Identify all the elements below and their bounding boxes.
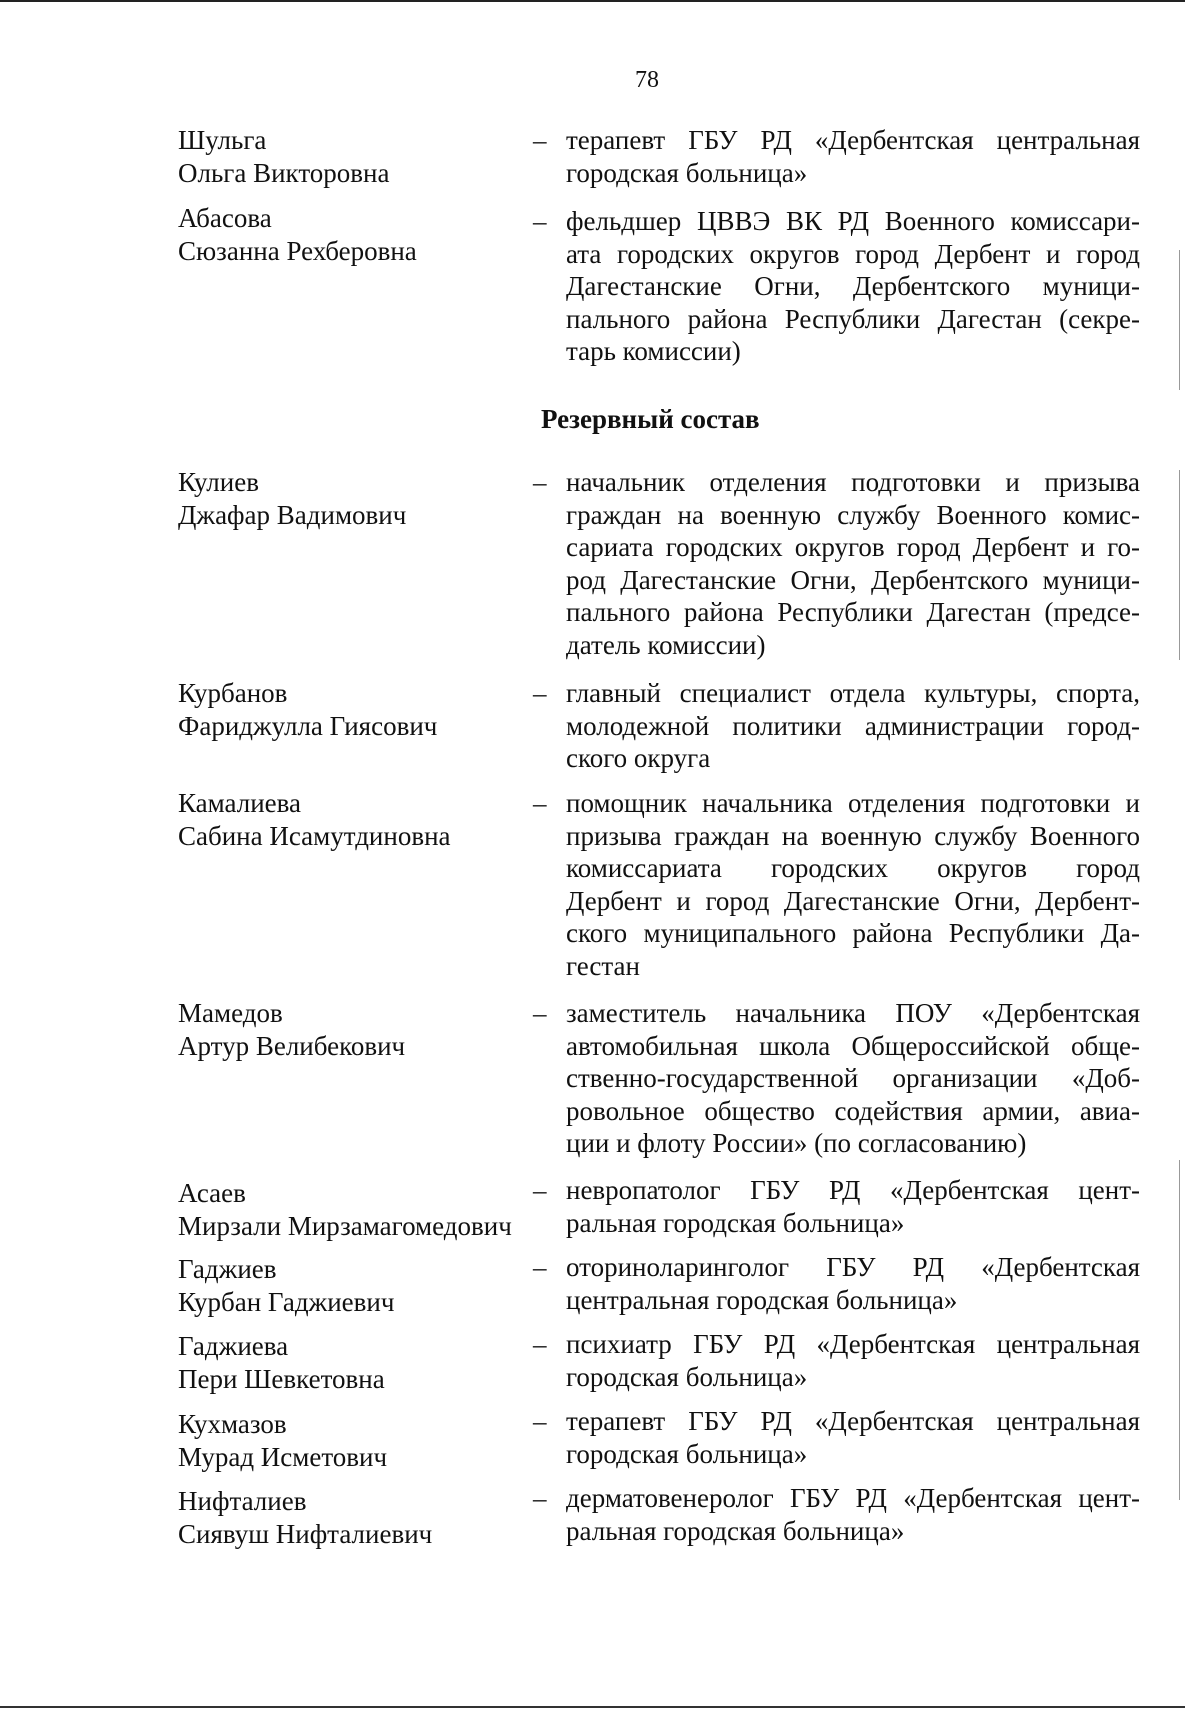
- position-line: дерматовенеролог ГБУ РД «Дербентская цент-: [566, 1483, 1140, 1513]
- position-line: ского округа: [566, 743, 711, 774]
- member-position: [566, 677, 1140, 775]
- position-line: тарь комиссии): [566, 336, 741, 367]
- dash-separator: –: [533, 678, 547, 708]
- member-name: [178, 1253, 538, 1319]
- member-position: [566, 1328, 1140, 1393]
- position-line: ральная городская больница»: [566, 1207, 905, 1238]
- dash-separator: –: [533, 998, 547, 1028]
- member-name: [178, 1330, 538, 1396]
- member-name: [178, 1485, 538, 1551]
- dash-separator: –: [533, 206, 547, 236]
- member-surname: Кухмазов: [178, 1409, 287, 1439]
- dash-separator: –: [533, 788, 547, 818]
- member-given-names: Сюзанна Рехберовна: [178, 236, 417, 266]
- position-line: оториноларинголог ГБУ РД «Дербентская: [566, 1252, 1140, 1282]
- position-line: терапевт ГБУ РД «Дербентская центральная: [566, 125, 1140, 155]
- position-line: сариата городских округов город Дербент и го-: [566, 532, 1140, 563]
- position-line: помощник начальника отделения подготовки и: [566, 788, 1140, 818]
- position-line: призыва граждан на военную службу Военного: [566, 820, 1140, 851]
- member-name: [178, 1408, 538, 1474]
- member-given-names: Курбан Гаджиевич: [178, 1287, 395, 1317]
- member-surname: Курбанов: [178, 678, 288, 708]
- member-surname: Асаев: [178, 1178, 246, 1208]
- member-surname: Гаджиева: [178, 1331, 289, 1361]
- member-given-names: Мурад Исметович: [178, 1442, 388, 1472]
- member-given-names: Мирзали Мирзамагомедович: [178, 1211, 512, 1241]
- member-name: [178, 202, 538, 268]
- position-line: ции и флоту России» (по согласованию): [566, 1128, 1027, 1159]
- page-number: 78: [635, 67, 659, 93]
- position-line: заместитель начальника ПОУ «Дербентская: [566, 998, 1140, 1028]
- member-given-names: Сабина Исамутдиновна: [178, 821, 451, 851]
- position-line: начальник отделения подготовки и призыва: [566, 467, 1140, 497]
- member-surname: Камалиева: [178, 788, 302, 818]
- member-position: [566, 1405, 1140, 1470]
- member-position: [566, 997, 1140, 1160]
- member-name: [178, 677, 538, 743]
- member-given-names: Ольга Викторовна: [178, 158, 390, 188]
- position-line: датель комиссии): [566, 629, 766, 660]
- member-name: [178, 787, 538, 853]
- top-border-line: [0, 0, 1185, 2]
- position-line: фельдшер ЦВВЭ ВК РД Военного комиссари-: [566, 206, 1140, 236]
- position-line: ственно-государственной организации «Доб-: [566, 1063, 1140, 1094]
- member-position: [566, 205, 1140, 368]
- member-surname: Шульга: [178, 125, 267, 155]
- dash-separator: –: [533, 467, 547, 497]
- position-line: невропатолог ГБУ РД «Дербентская цент-: [566, 1175, 1140, 1205]
- dash-separator: –: [533, 1252, 547, 1282]
- position-line: Дагестанские Огни, Дербентского муници-: [566, 271, 1140, 302]
- scan-edge-mark: [1179, 470, 1180, 660]
- dash-separator: –: [533, 1329, 547, 1359]
- position-line: городская больница»: [566, 1438, 808, 1469]
- member-name: [178, 1177, 538, 1243]
- member-surname: Гаджиев: [178, 1254, 277, 1284]
- member-position: [566, 124, 1140, 189]
- section-heading-reserve: Резервный состав: [541, 404, 760, 434]
- position-line: ровольное общество содействия армии, авиа-: [566, 1095, 1140, 1126]
- position-line: ральная городская больница»: [566, 1515, 905, 1546]
- position-line: городская больница»: [566, 157, 808, 188]
- member-given-names: Сиявуш Нифталиевич: [178, 1519, 433, 1549]
- member-given-names: Артур Велибекович: [178, 1031, 406, 1061]
- member-name: [178, 466, 538, 532]
- position-line: комиссариата городских округов город: [566, 853, 1140, 884]
- position-line: пального района Республики Дагестан (предсе-: [566, 597, 1140, 628]
- position-line: автомобильная школа Общероссийской обще-: [566, 1030, 1140, 1061]
- position-line: граждан на военную службу Военного комис-: [566, 499, 1140, 530]
- member-surname: Мамедов: [178, 998, 283, 1028]
- member-position: [566, 1482, 1140, 1547]
- position-line: род Дагестанские Огни, Дербентского муници-: [566, 564, 1140, 595]
- position-line: ата городских округов город Дербент и город: [566, 238, 1140, 269]
- member-position: [566, 466, 1140, 662]
- dash-separator: –: [533, 1483, 547, 1513]
- member-given-names: Фариджулла Гиясович: [178, 711, 438, 741]
- position-line: центральная городская больница»: [566, 1284, 958, 1315]
- dash-separator: –: [533, 1406, 547, 1436]
- member-position: [566, 1251, 1140, 1316]
- bottom-border-line: [0, 1706, 1185, 1708]
- member-given-names: Пери Шевкетовна: [178, 1364, 385, 1394]
- position-line: психиатр ГБУ РД «Дербентская центральная: [566, 1329, 1140, 1359]
- position-line: молодежной политики администрации город-: [566, 710, 1140, 741]
- member-given-names: Джафар Вадимович: [178, 500, 407, 530]
- member-position: [566, 787, 1140, 983]
- position-line: пального района Республики Дагестан (секре-: [566, 303, 1140, 334]
- member-surname: Абасова: [178, 203, 272, 233]
- member-surname: Кулиев: [178, 467, 259, 497]
- position-line: городская больница»: [566, 1361, 808, 1392]
- scan-edge-mark: [1179, 250, 1180, 390]
- position-line: главный специалист отдела культуры, спорта,: [566, 678, 1140, 708]
- position-line: ского муниципального района Республики Да-: [566, 918, 1140, 949]
- dash-separator: –: [533, 125, 547, 155]
- scan-edge-mark: [1179, 1160, 1180, 1500]
- member-name: [178, 997, 538, 1063]
- dash-separator: –: [533, 1175, 547, 1205]
- position-line: терапевт ГБУ РД «Дербентская центральная: [566, 1406, 1140, 1436]
- position-line: Дербент и город Дагестанские Огни, Дербент-: [566, 885, 1140, 916]
- member-surname: Нифталиев: [178, 1486, 307, 1516]
- member-name: [178, 124, 538, 190]
- member-position: [566, 1174, 1140, 1239]
- position-line: гестан: [566, 950, 640, 981]
